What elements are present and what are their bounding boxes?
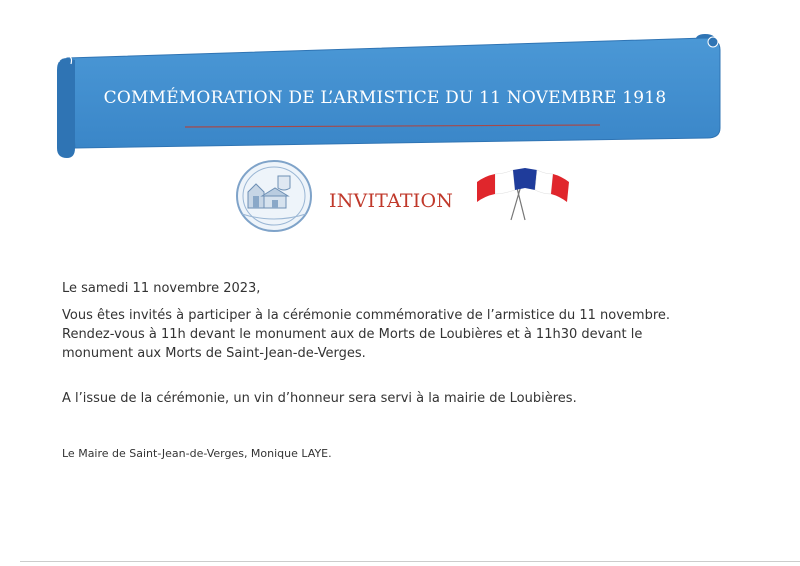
invitation-paragraph: Vous êtes invités à participer à la cérémonie commémorative de l’armistice du 11 novembre. Rendez-vous à 11h devant le monument aux de Morts de Loubières et à 11h30 devant le monument aux Morts de Saint-Jean-de-Verges.: [62, 308, 671, 361]
banner-title: COMMÉMORATION DE L’ARMISTICE DU 11 NOVEMBRE 1918: [103, 88, 667, 108]
date-line: Le samedi 11 novembre 2023,: [62, 281, 261, 296]
french-flags-icon: [473, 158, 573, 223]
reception-paragraph: A l’issue de la cérémonie, un vin d’honneur sera servi à la mairie de Loubières.: [62, 391, 577, 406]
signature-line: Le Maire de Saint-Jean-de-Verges, Monique LAYE.: [62, 447, 332, 460]
invitation-heading: INVITATION: [329, 190, 454, 212]
church-seal-icon: [234, 158, 314, 234]
bottom-divider: [20, 561, 800, 562]
title-banner: [55, 30, 730, 160]
